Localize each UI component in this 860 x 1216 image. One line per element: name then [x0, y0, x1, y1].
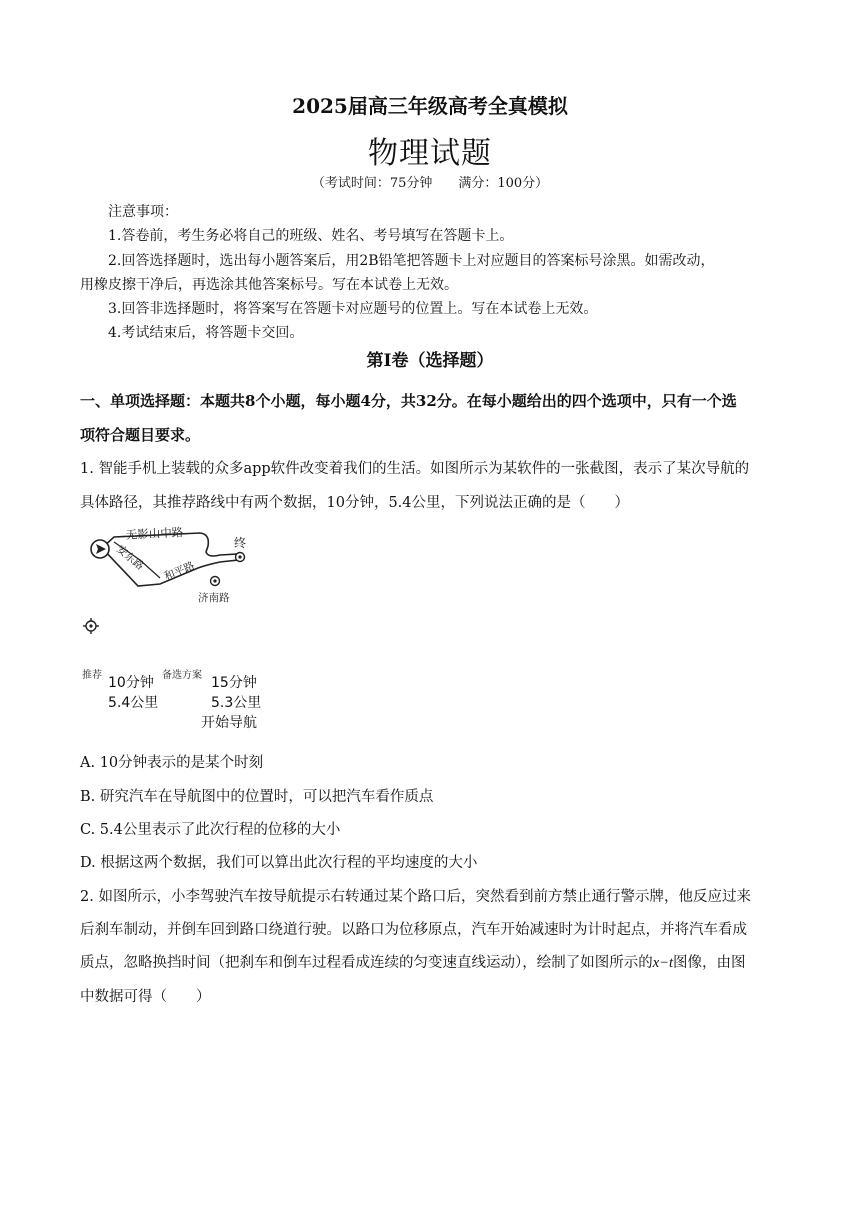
exam-info: （考试时间：75分钟 满分：100分） — [311, 176, 549, 191]
road-label-andong: 安东路 — [114, 543, 146, 573]
question-1-option-d: D. 根据这两个数据，我们可以算出此次行程的平均速度的大小 — [80, 855, 478, 871]
recommend-time: 10分钟 — [108, 675, 154, 691]
alternative-distance: 5.3公里 — [211, 695, 262, 711]
start-arrow-icon — [91, 540, 109, 558]
road-label-jinan: 济南路 — [198, 592, 230, 604]
question-1-option-c: C. 5.4公里表示了此次行程的位移的大小 — [80, 822, 341, 838]
notice-item: 用橡皮擦干净后，再选涂其他答案标号。写在本试卷上无效。 — [80, 277, 458, 293]
notice-item: 4.考试结束后，将答题卡交回。 — [108, 325, 304, 341]
locate-crosshair-icon — [83, 618, 99, 634]
x-t-graph-label: x−t — [652, 955, 673, 971]
notice-heading: 注意事项： — [108, 204, 178, 220]
navigation-map-figure — [80, 520, 320, 740]
recommend-distance: 5.4公里 — [108, 695, 159, 711]
exam-title: 2025届高三年级高考全真模拟 — [292, 94, 568, 118]
question-1-option-b: B. 研究汽车在导航图中的位置时，可以把汽车看作质点 — [80, 789, 434, 805]
alternative-time: 15分钟 — [211, 675, 257, 691]
end-label: 终 — [234, 536, 247, 550]
question-2-text: 图像，由图 — [673, 955, 746, 971]
end-marker-icon — [236, 553, 245, 562]
part-title: 第Ⅰ卷（选择题） — [366, 351, 494, 371]
question-2-text: 质点，忽略换挡时间（把刹车和倒车过程看成连续的匀变速直线运动），绘制了如图所示的 — [80, 955, 653, 971]
question-1-option-a: A. 10分钟表示的是某个时刻 — [80, 755, 264, 771]
question-2-stem: 2. 如图所示，小李驾驶汽车按导航提示右转通过某个路口后，突然看到前方禁止通行警示牌，他反应过来 — [80, 889, 751, 905]
road-label-wuying: 无影山中路 — [125, 525, 184, 542]
recommend-tag: 推荐 — [82, 670, 102, 681]
question-2-stem-cont: 后刹车制动，并倒车回到路口绕道行驶。以路口为位移原点，汽车开始减速时为计时起点，并将汽车看成 — [80, 922, 747, 938]
question-1-stem-cont: 具体路径，其推荐路线中有两个数据，10分钟，5.4公里，下列说法正确的是（ ） — [80, 495, 630, 511]
notice-item: 2.回答选择题时，选出每小题答案后，用2B铅笔把答题卡上对应题目的答案标号涂黑。如需改动， — [108, 253, 715, 269]
road-label-heping: 和平路 — [162, 559, 197, 583]
question-2-stem-end: 中数据可得（ ） — [80, 989, 211, 1005]
location-dot-icon — [211, 577, 220, 586]
section-instruction-cont: 项符合题目要求。 — [80, 426, 201, 444]
subject-title: 物理试题 — [368, 136, 492, 171]
section-instruction: 一、单项选择题：本题共8个小题，每小题4分，共32分。在每小题给出的四个选项中，只有一个选 — [80, 392, 737, 410]
question-2-stem-cont — [80, 951, 746, 972]
question-1-stem: 1. 智能手机上装载的众多app软件改变着我们的生活。如图所示为某软件的一张截图，表示了某次导航的 — [80, 461, 750, 477]
notice-item: 3.回答非选择题时，将答案写在答题卡对应题号的位置上。写在本试卷上无效。 — [108, 301, 598, 317]
alternative-tag: 备选方案 — [162, 670, 202, 681]
notice-item: 1.答卷前，考生务必将自己的班级、姓名、考号填写在答题卡上。 — [108, 228, 514, 244]
start-navigation-button: 开始导航 — [201, 715, 257, 731]
